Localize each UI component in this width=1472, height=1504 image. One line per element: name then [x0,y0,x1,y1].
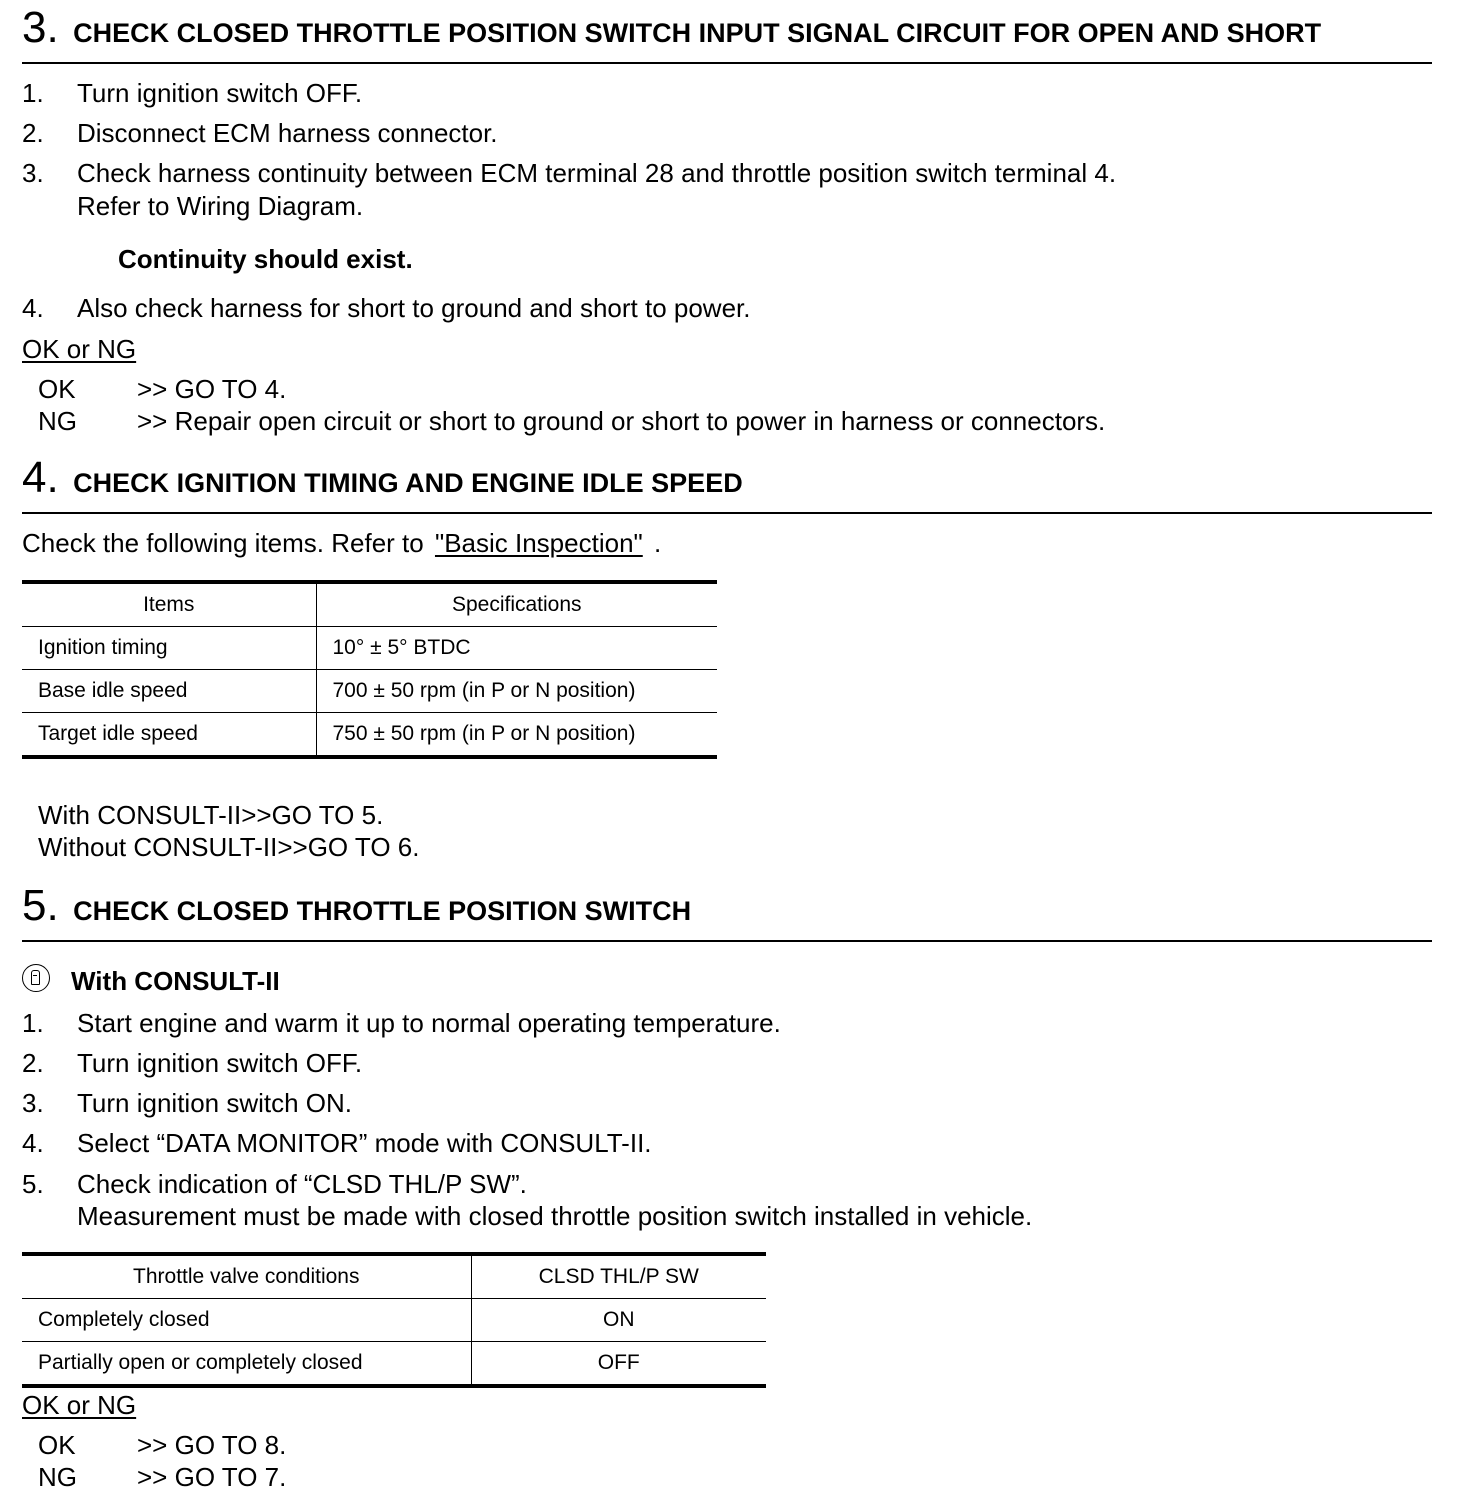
result-action: >> Repair open circuit or short to ground or short to power in harness or connectors. [137,406,1106,436]
table-row [22,627,717,670]
intro-text: Check the following items. Refer to [22,528,424,558]
inspection-spec-table [22,580,717,759]
step-text: Start engine and warm it up to normal operating temperature. [77,1008,781,1038]
step-number: 5. [22,1169,44,1199]
table-cell: Target idle speed [22,713,316,758]
section-divider [22,512,1432,514]
step-number: 2. [22,118,44,148]
throttle-condition-table [22,1252,766,1388]
table-header: Items [22,582,316,627]
step-text: Select “DATA MONITOR” mode with CONSULT-II. [77,1128,652,1158]
step-text: Check indication of “CLSD THL/P SW”. [77,1169,527,1199]
step-text: Disconnect ECM harness connector. [77,118,498,148]
table-cell: Completely closed [22,1299,471,1342]
result-key: OK [38,374,76,404]
step-number: 2. [22,1048,44,1078]
step-text: Turn ignition switch ON. [77,1088,353,1118]
step-text: Turn ignition switch OFF. [77,1048,363,1078]
section-3-heading [22,3,1322,52]
ok-or-ng-label: OK or NG [22,334,137,364]
section-5-heading [22,881,692,930]
basic-inspection-link[interactable]: "Basic Inspection" [434,528,643,558]
section-number: 5. [22,881,59,930]
table-header: Throttle valve conditions [22,1254,471,1299]
table-row [22,1342,766,1387]
step-number: 1. [22,1008,44,1038]
step-number: 3. [22,1088,44,1118]
table-header: Specifications [316,582,717,627]
table-header-row [22,582,717,627]
section-4-heading [22,453,743,502]
step-text: Also check harness for short to ground and short to power. [77,293,751,323]
result-action: >> GO TO 8. [137,1430,287,1460]
section-number: 4. [22,453,59,502]
step-text: Turn ignition switch OFF. [77,78,363,108]
step-number: 4. [22,1128,44,1158]
without-consult-result: Without CONSULT-II>>GO TO 6. [38,832,420,862]
step-text: Refer to Wiring Diagram. [77,191,364,221]
inspection-intro [22,528,661,559]
with-consult-heading: With CONSULT-II [71,966,280,996]
table-cell: 10° ± 5° BTDC [316,627,717,670]
step-text: Check harness continuity between ECM terminal 28 and throttle position switch terminal 4. [77,158,1117,188]
result-key: NG [38,406,77,436]
table-cell: OFF [471,1342,766,1387]
section-title: CHECK IGNITION TIMING AND ENGINE IDLE SPEED [73,468,743,498]
step-number: 4. [22,293,44,323]
section-number: 3. [22,3,59,52]
table-cell: 700 ± 50 rpm (in P or N position) [316,670,717,713]
result-action: >> GO TO 4. [137,374,287,404]
section-title: CHECK CLOSED THROTTLE POSITION SWITCH INPUT SIGNAL CIRCUIT FOR OPEN AND SHORT [73,18,1322,48]
table-cell: 750 ± 50 rpm (in P or N position) [316,713,717,758]
step-number: 3. [22,158,44,188]
continuity-note: Continuity should exist. [118,244,413,274]
table-header-row [22,1254,766,1299]
step-number: 1. [22,78,44,108]
table-header: CLSD THL/P SW [471,1254,766,1299]
table-row [22,713,717,758]
section-title: CHECK CLOSED THROTTLE POSITION SWITCH [73,896,692,926]
section-divider [22,940,1432,942]
table-cell: Base idle speed [22,670,316,713]
result-key: OK [38,1430,76,1460]
result-key: NG [38,1462,77,1492]
table-cell: ON [471,1299,766,1342]
table-cell: Partially open or completely closed [22,1342,471,1387]
consult-icon [22,964,50,992]
intro-period: . [654,528,662,558]
with-consult-result: With CONSULT-II>>GO TO 5. [38,800,384,830]
ok-or-ng-label: OK or NG [22,1390,137,1420]
section-divider [22,62,1432,64]
table-row [22,670,717,713]
step-text: Measurement must be made with closed throttle position switch installed in vehicle. [77,1201,1033,1231]
table-row [22,1299,766,1342]
table-cell: Ignition timing [22,627,316,670]
result-action: >> GO TO 7. [137,1462,287,1492]
